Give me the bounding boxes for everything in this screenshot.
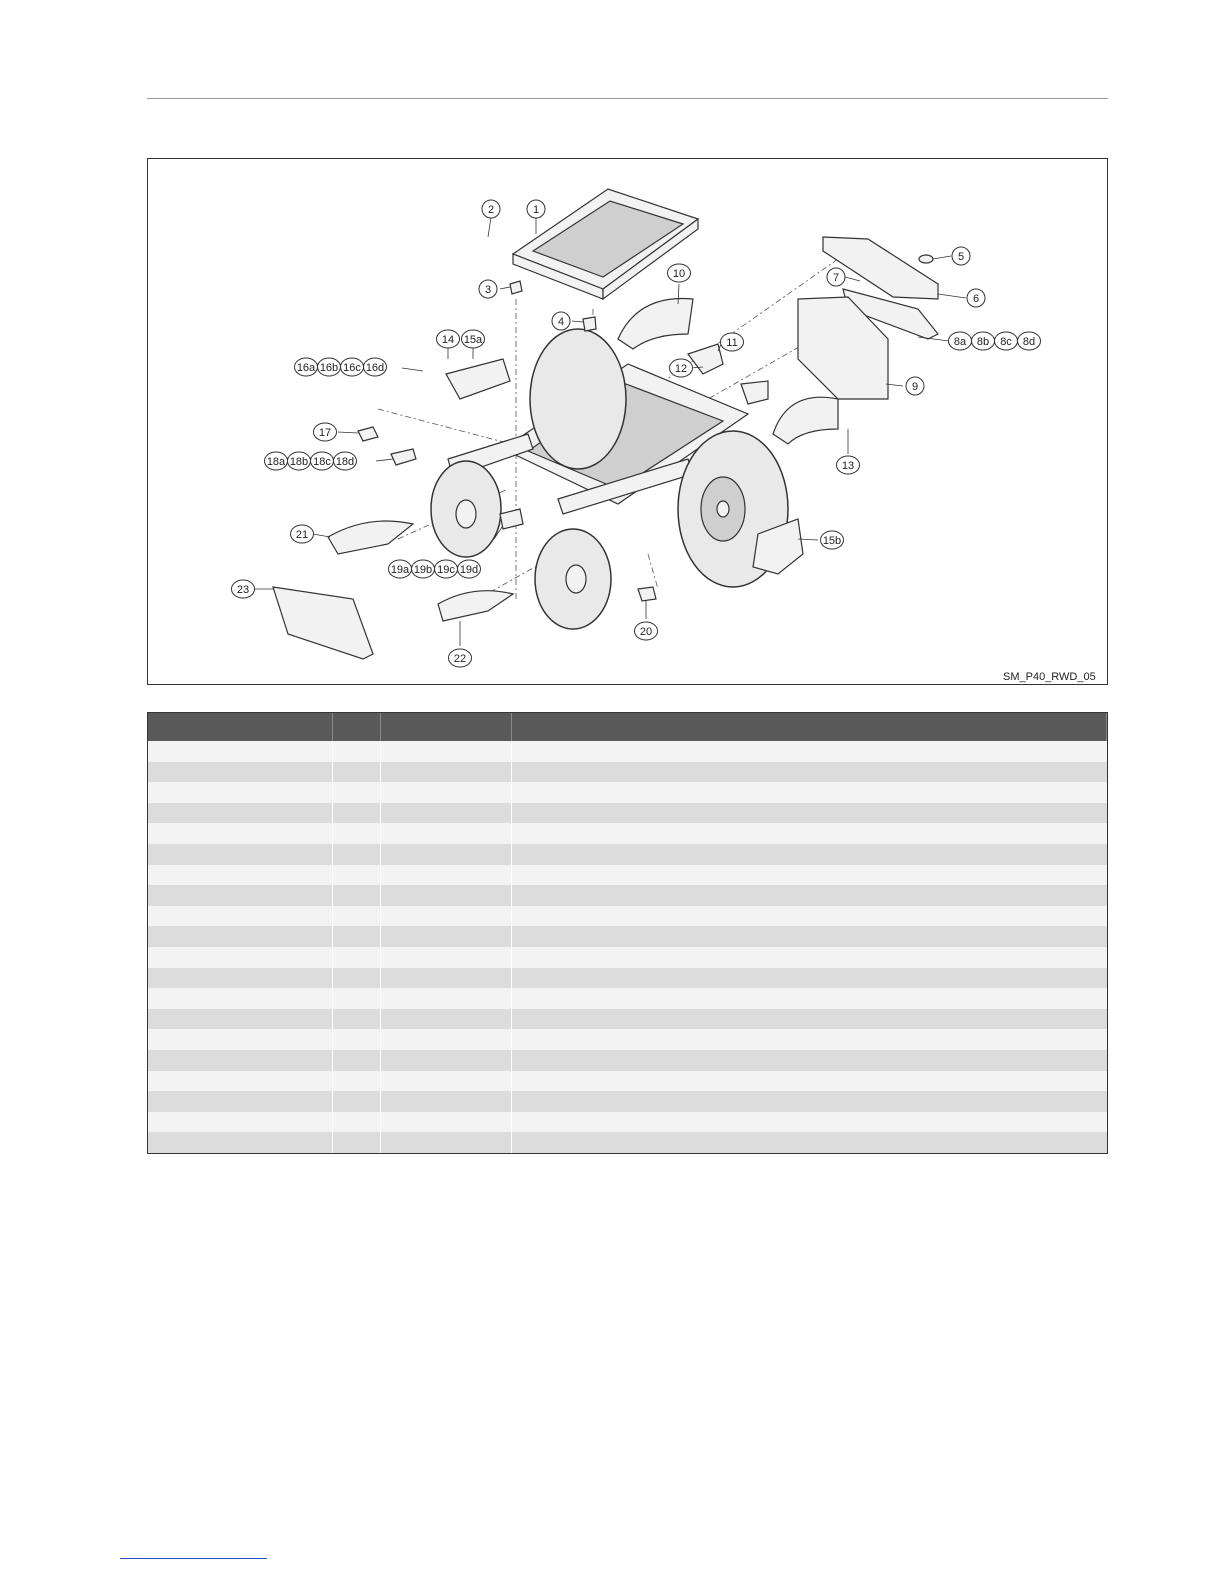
table-cell	[381, 844, 512, 865]
table-cell	[512, 762, 1107, 783]
callout-label: 8b	[976, 336, 990, 348]
table-cell	[148, 823, 333, 844]
callout-label: 18b	[289, 456, 309, 468]
table-row	[148, 1050, 1107, 1071]
table-cell	[512, 1091, 1107, 1112]
callout-19a	[389, 560, 412, 578]
table-cell	[333, 865, 381, 886]
footer-link-underline	[120, 1558, 267, 1559]
table-cell	[381, 1091, 512, 1112]
callout-16d	[364, 358, 387, 376]
table-cell	[333, 1009, 381, 1030]
callout-19d	[458, 560, 481, 578]
callout-4	[552, 312, 570, 330]
cap-19	[500, 509, 523, 529]
table-cell	[381, 762, 512, 783]
table-cell	[381, 926, 512, 947]
callout-label: 21	[295, 529, 309, 541]
callout-8c	[995, 332, 1018, 350]
callout-label: 4	[557, 316, 565, 328]
clip-4	[583, 317, 596, 331]
callout-label: 10	[672, 268, 686, 280]
table-cell	[148, 906, 333, 927]
callout-label: 16b	[319, 362, 339, 374]
table-cell	[333, 947, 381, 968]
mudguard-right	[773, 397, 838, 444]
table-cell	[381, 947, 512, 968]
table-cell	[148, 1029, 333, 1050]
table-cell	[148, 865, 333, 886]
callout-3	[479, 280, 497, 298]
bracket-11	[688, 344, 723, 374]
table-cell	[148, 1009, 333, 1030]
callout-15a	[462, 330, 485, 348]
exploded-parts-figure	[147, 158, 1108, 685]
table-row	[148, 762, 1107, 783]
callout-6	[967, 289, 985, 307]
table-cell	[512, 968, 1107, 989]
table-cell	[381, 803, 512, 824]
table-cell	[148, 947, 333, 968]
callout-label: 13	[841, 460, 855, 472]
callout-16b	[318, 358, 341, 376]
table-cell	[148, 803, 333, 824]
callout-13	[837, 456, 860, 474]
front-cover-22	[438, 591, 513, 621]
table-row	[148, 926, 1107, 947]
callout-label: 8a	[953, 336, 967, 348]
callout-21	[291, 525, 314, 543]
callout-18b	[288, 452, 311, 470]
callout-label: 11	[726, 337, 738, 349]
callout-15b	[821, 531, 844, 549]
table-cell	[512, 1112, 1107, 1133]
table-row	[148, 1029, 1107, 1050]
table-cell	[333, 926, 381, 947]
table-cell	[333, 741, 381, 762]
callout-12	[670, 359, 693, 377]
callout-11	[721, 333, 744, 351]
table-row	[148, 865, 1107, 886]
table-cell	[333, 844, 381, 865]
callout-8a	[949, 332, 972, 350]
table-cell	[381, 885, 512, 906]
table-cell	[512, 844, 1107, 865]
table-row	[148, 782, 1107, 803]
table-row	[148, 823, 1107, 844]
table-cell	[512, 1071, 1107, 1092]
table-header	[148, 713, 1107, 741]
table-cell	[333, 885, 381, 906]
callout-20	[635, 622, 658, 640]
table-cell	[512, 803, 1107, 824]
callout-10	[668, 264, 691, 282]
callout-18d	[334, 452, 357, 470]
table-cell	[333, 762, 381, 783]
callout-23	[232, 580, 255, 598]
table-row	[148, 1009, 1107, 1030]
table-cell	[148, 1112, 333, 1133]
bracket-12	[741, 381, 768, 404]
callout-label: 19b	[413, 564, 433, 576]
header-rule	[147, 98, 1108, 99]
callout-label: 16c	[343, 362, 361, 374]
clip-20	[638, 587, 656, 601]
callout-label: 19d	[459, 564, 479, 576]
table-cell	[148, 1071, 333, 1092]
table-cell	[381, 823, 512, 844]
callout-2	[482, 200, 500, 218]
table-cell	[333, 782, 381, 803]
callout-label: 16d	[365, 362, 385, 374]
callout-8d	[1018, 332, 1041, 350]
table-cell	[512, 906, 1107, 927]
callout-label: 15a	[463, 334, 483, 346]
table-cell	[512, 865, 1107, 886]
callout-label: 1	[532, 204, 540, 216]
mudguard-left	[618, 299, 693, 350]
front-shroud-23	[273, 587, 373, 659]
table-cell	[148, 885, 333, 906]
table-cell	[512, 741, 1107, 762]
callout-14	[437, 330, 460, 348]
callout-1	[527, 200, 545, 218]
table-cell	[333, 1071, 381, 1092]
table-row	[148, 906, 1107, 927]
callout-label: 19a	[390, 564, 410, 576]
front-cover-21	[328, 521, 413, 554]
callout-label: 19c	[437, 564, 455, 576]
callout-18c	[311, 452, 334, 470]
callout-label: 3	[484, 284, 492, 296]
table-cell	[148, 1132, 333, 1153]
table-cell	[381, 741, 512, 762]
callout-label: 6	[972, 293, 980, 305]
callout-label: 15b	[822, 535, 842, 547]
table-row	[148, 1132, 1107, 1153]
callout-17	[314, 423, 337, 441]
table-cell	[148, 926, 333, 947]
table-cell	[381, 865, 512, 886]
table-cell	[381, 968, 512, 989]
table-row	[148, 741, 1107, 762]
callout-label: 20	[639, 626, 653, 638]
callout-label: 2	[487, 204, 495, 216]
callout-label: 7	[832, 272, 840, 284]
table-row	[148, 1112, 1107, 1133]
header-col-2	[333, 713, 381, 741]
table-cell	[333, 1050, 381, 1071]
table-cell	[333, 823, 381, 844]
table-cell	[512, 988, 1107, 1009]
parts-list-table	[147, 712, 1108, 1154]
callout-22	[449, 649, 472, 667]
table-row	[148, 1071, 1107, 1092]
table-cell	[381, 1029, 512, 1050]
table-cell	[512, 1009, 1107, 1030]
table-cell	[148, 844, 333, 865]
table-cell	[333, 1091, 381, 1112]
table-cell	[512, 885, 1107, 906]
header-col-3	[381, 713, 512, 741]
table-row	[148, 988, 1107, 1009]
table-cell	[381, 1071, 512, 1092]
callout-16a	[295, 358, 318, 376]
table-cell	[148, 1050, 333, 1071]
callout-9	[906, 377, 924, 395]
header-col-4	[512, 713, 1107, 741]
clip-17	[358, 427, 378, 441]
table-cell	[381, 988, 512, 1009]
motor-cover-15a	[446, 359, 510, 399]
table-cell	[381, 1009, 512, 1030]
table-row	[148, 1091, 1107, 1112]
callout-7	[827, 268, 845, 286]
table-row	[148, 947, 1107, 968]
table-cell	[333, 968, 381, 989]
table-cell	[148, 762, 333, 783]
callout-label: 12	[674, 363, 688, 375]
table-cell	[381, 906, 512, 927]
table-row	[148, 968, 1107, 989]
table-cell	[333, 1029, 381, 1050]
callout-label: 23	[236, 584, 250, 596]
table-cell	[381, 1112, 512, 1133]
callout-label: 16a	[296, 362, 316, 374]
callout-label: 8d	[1022, 336, 1036, 348]
table-cell	[512, 947, 1107, 968]
table-cell	[333, 988, 381, 1009]
table-cell	[333, 1112, 381, 1133]
callout-16c	[341, 358, 364, 376]
table-cell	[512, 1029, 1107, 1050]
callout-label: 17	[318, 427, 332, 439]
rear-cover-parts	[798, 237, 938, 399]
callout-label: 14	[441, 334, 455, 346]
clip-3	[510, 281, 522, 294]
exploded-view-drawing	[148, 159, 1108, 685]
table-cell	[148, 968, 333, 989]
callout-8b	[972, 332, 995, 350]
header-col-1	[148, 713, 333, 741]
table-cell	[512, 782, 1107, 803]
callout-19b	[412, 560, 435, 578]
table-cell	[148, 1091, 333, 1112]
table-row	[148, 803, 1107, 824]
callout-label: 18a	[266, 456, 286, 468]
drive-wheel-left	[530, 329, 626, 469]
callout-18a	[265, 452, 288, 470]
table-cell	[381, 1050, 512, 1071]
callout-label: 18c	[313, 456, 331, 468]
table-cell	[148, 988, 333, 1009]
table-cell	[512, 1050, 1107, 1071]
table-cell	[333, 1132, 381, 1153]
figure-code: SM_P40_RWD_05	[1003, 671, 1096, 683]
table-cell	[148, 782, 333, 803]
table-cell	[333, 906, 381, 927]
callout-label: 22	[453, 653, 467, 665]
callout-5	[952, 247, 970, 265]
callout-label: 18d	[335, 456, 355, 468]
table-body	[148, 741, 1107, 1153]
table-row	[148, 844, 1107, 865]
callout-19c	[435, 560, 458, 578]
cap-18	[391, 449, 416, 465]
table-cell	[148, 741, 333, 762]
table-cell	[512, 926, 1107, 947]
table-cell	[333, 803, 381, 824]
table-cell	[512, 823, 1107, 844]
table-cell	[381, 782, 512, 803]
table-row	[148, 885, 1107, 906]
table-cell	[381, 1132, 512, 1153]
callout-label: 8c	[1000, 336, 1012, 348]
callout-label: 9	[911, 381, 919, 393]
callout-label: 5	[957, 251, 965, 263]
table-cell	[512, 1132, 1107, 1153]
